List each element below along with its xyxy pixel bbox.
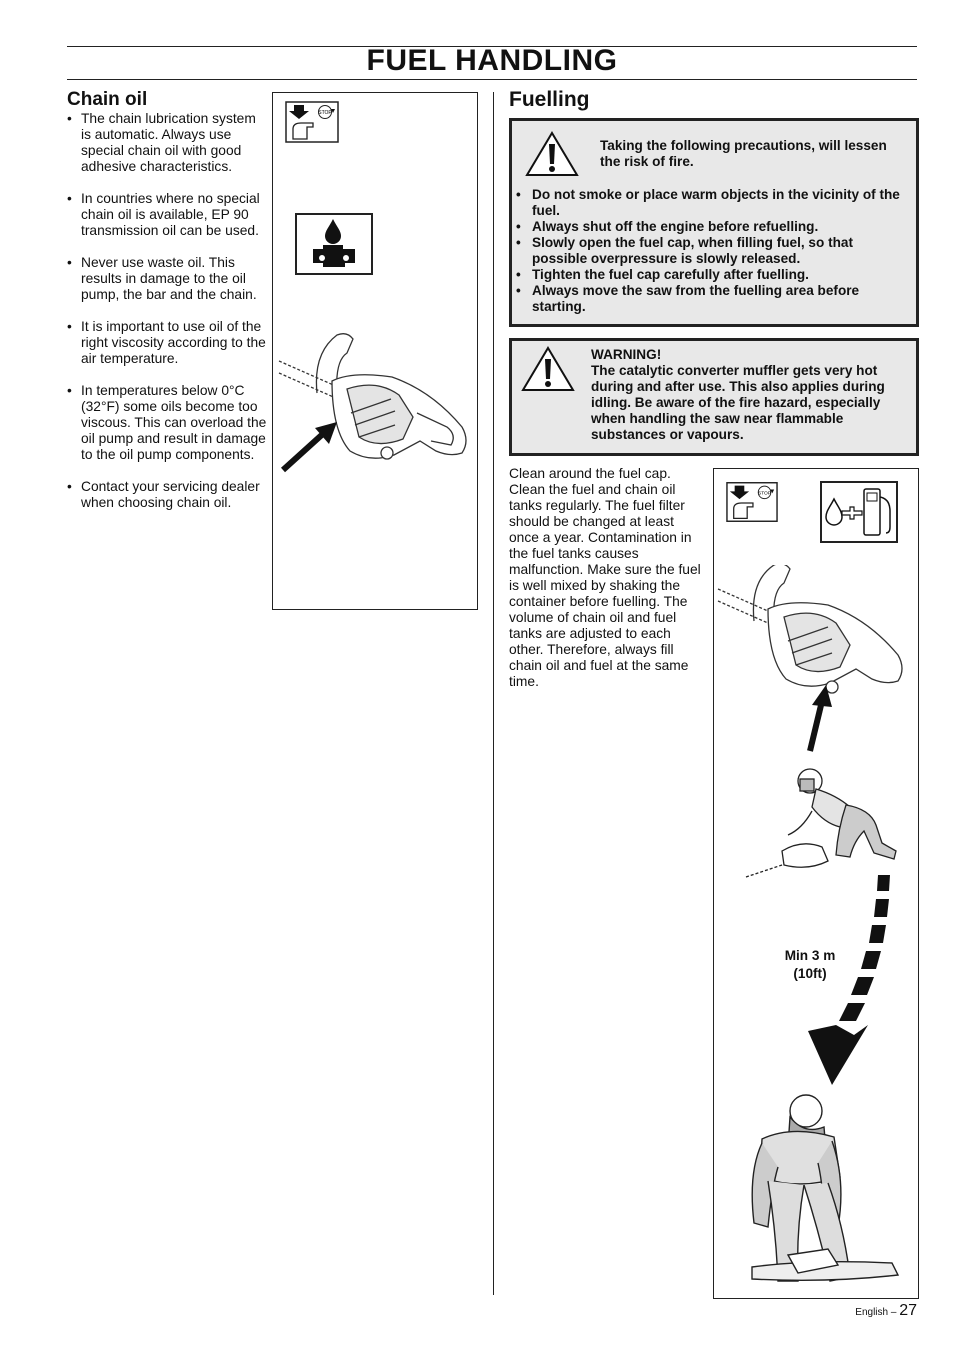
- distance-label: [764, 947, 856, 983]
- list-item: • In countries where no special chain oil is available, EP 90 transmission oil can be used.: [67, 191, 267, 239]
- precautions-list: [514, 187, 906, 315]
- warning-triangle-icon: [520, 345, 576, 393]
- stop-engine-icon: [726, 481, 778, 523]
- list-item: • In temperatures below 0°C (32°F) some oils become too viscous. This can overload the oil pump and result in damage to the oil pump components.: [67, 383, 267, 463]
- oil-drop-chain-icon: [295, 213, 373, 275]
- chain-oil-heading: Chain oil: [67, 89, 148, 110]
- page-title: FUEL HANDLING: [366, 44, 618, 77]
- warning-box: [509, 338, 919, 456]
- precautions-box: [509, 118, 919, 327]
- list-item: • It is important to use oil of the right viscosity according to the air temperature.: [67, 319, 267, 367]
- column-divider: [493, 92, 494, 1295]
- list-item: • The chain lubrication system is automatic. Always use special chain oil with good adhesive characteristics.: [67, 111, 267, 175]
- page-footer: [855, 1302, 917, 1320]
- warning-text: The catalytic converter muffler gets very hot during and after use. This also applies during idling. Be aware of the fire hazard, especially when handling the saw near flammable substances or vapours.: [591, 363, 885, 442]
- fuelling-figure: [713, 468, 919, 1299]
- stop-icon-text: STOP: [758, 491, 772, 497]
- arrow-icon: [804, 683, 834, 753]
- warning-triangle-icon: [524, 130, 580, 178]
- list-item: • Always shut off the engine before refuelling.: [514, 219, 906, 235]
- stop-engine-icon: [285, 101, 339, 143]
- precautions-intro: Taking the following precautions, will lessen the risk of fire.: [600, 138, 887, 169]
- list-item: • Slowly open the fuel cap, when filling fuel, so that possible overpressure is slowly released.: [514, 235, 906, 267]
- dashed-arrow-icon: [808, 873, 898, 1093]
- warning-label: WARNING!: [591, 347, 662, 362]
- fuelling-body-text: Clean around the fuel cap. Clean the fuel and chain oil tanks regularly. The fuel filter should be changed at least once a year. Contamination in the fuel tanks causes malfunction. Make sure the fuel is well mixed by shaking the container before fuelling. The volume of chain oil and fuel tanks are adjusted to each other. Therefore, always fill chain oil and fuel at the same time.: [509, 466, 701, 689]
- list-item: • Do not smoke or place warm objects in the vicinity of the fuel.: [514, 187, 906, 219]
- list-item: • Always move the saw from the fuelling area before starting.: [514, 283, 906, 315]
- fuel-pump-icon: [820, 481, 898, 543]
- page-number: 27: [899, 1302, 917, 1319]
- chain-oil-figure: [272, 92, 478, 610]
- chain-oil-list: [67, 111, 267, 527]
- kneeling-operator-illustration: [742, 759, 906, 879]
- list-item: • Never use waste oil. This results in damage to the oil pump, the bar and the chain.: [67, 255, 267, 303]
- distance-line-2: (10ft): [793, 966, 827, 981]
- standing-operator-illustration: [728, 1091, 904, 1291]
- title-rule: [67, 79, 917, 80]
- distance-line-1: Min 3 m: [784, 948, 836, 963]
- fuelling-heading: Fuelling: [509, 88, 590, 111]
- list-item: • Contact your servicing dealer when choosing chain oil.: [67, 479, 267, 511]
- footer-language: English –: [855, 1307, 897, 1318]
- arrow-icon: [279, 418, 349, 478]
- stop-icon-text: STOP: [318, 110, 332, 116]
- list-item: • Tighten the fuel cap carefully after fuelling.: [514, 267, 906, 283]
